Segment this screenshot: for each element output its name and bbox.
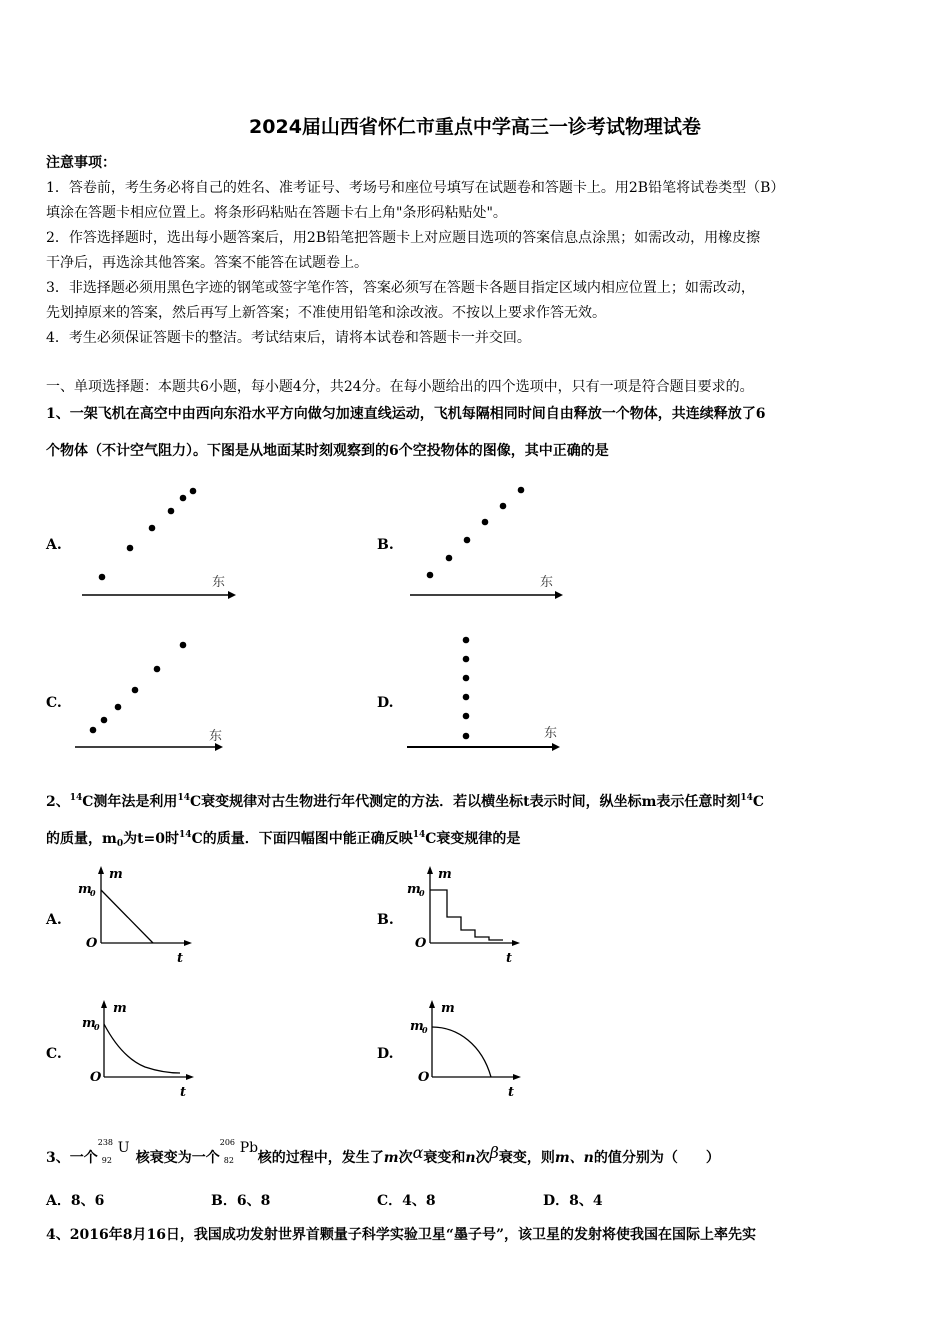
notice-line: 填涂在答题卡相应位置上。将条形码粘贴在答题卡右上角"条形码粘贴处"。 xyxy=(46,205,507,221)
q1-text: 1、一架飞机在高空中由西向东沿水平方向做匀加速直线运动，飞机每隔相同时间自由释放一个物体，共连续释放了6 xyxy=(46,406,766,422)
q2-graph-b xyxy=(407,866,520,966)
q2-option-d-label: D. xyxy=(377,1046,394,1062)
q2-graph-d xyxy=(410,1000,521,1100)
svg-text:O: O xyxy=(86,936,98,951)
page-title: 2024届山西省怀仁市重点中学高三一诊考试物理试卷 xyxy=(249,116,701,138)
notice-line: 先划掉原来的答案，然后再写上新答案；不准使用铅笔和涂改液。不按以上要求作答无效。 xyxy=(46,305,606,321)
svg-text:t: t xyxy=(177,951,184,966)
q2-text: 2、$^{14}$C测年法是利用$^{14}$C衰变规律对古生物进行年代测定的方法．若以横坐标t表示时间，纵坐标m表示任意时刻$^{14}$C xyxy=(46,793,765,810)
q3-choice-a: A．8、6 xyxy=(46,1193,105,1209)
decay-curve xyxy=(104,1024,180,1073)
decay-curve xyxy=(432,1027,491,1077)
q2-graph-a xyxy=(78,866,192,966)
svg-text:0: 0 xyxy=(422,1025,428,1035)
east-label: 东 xyxy=(212,575,226,590)
svg-text:t: t xyxy=(180,1085,187,1100)
east-label: 东 xyxy=(209,729,223,744)
decay-curve xyxy=(101,890,153,943)
q1-option-d-label: D. xyxy=(377,695,394,711)
q2-text: 的质量，$m_0$为t=0时$^{14}$C的质量．下面四幅图中能正确反映$^{14}$C衰变规律的是 xyxy=(46,830,521,849)
q3-text: 3、一个 238 92 U 核衰变为一个 206 82 Pb 核的过程中，发生了m次α衰变和n次β衰变，则m、n的值分别为（ ） xyxy=(46,1138,720,1166)
q4-text: 4、2016年8月16日，我国成功发射世界首颗量子科学实验卫星“墨子号”，该卫星的发射将使我国在国际上率先实 xyxy=(46,1227,757,1243)
lead-nuclide: 206 82 Pb xyxy=(219,1138,259,1165)
q1-option-a-label: A. xyxy=(46,537,62,553)
uranium-nuclide: 238 92 U xyxy=(97,1138,130,1165)
svg-text:O: O xyxy=(415,936,427,951)
svg-text:m: m xyxy=(407,882,421,897)
svg-text:O: O xyxy=(90,1070,102,1085)
svg-text:m: m xyxy=(82,1016,96,1031)
notice-line: 4．考生必须保证答题卡的整洁。考试结束后，请将本试卷和答题卡一并交回。 xyxy=(46,330,531,346)
q2-option-c-label: C. xyxy=(46,1046,62,1062)
notice-line: 1．答卷前，考生务必将自己的姓名、准考证号、考场号和座位号填写在试题卷和答题卡上。用2B铅笔将试卷类型（B） xyxy=(46,180,785,196)
notice-line: 3．非选择题必须用黑色字迹的钢笔或签字笔作答，答案必须写在答题卡各题目指定区域内相应位置上；如需改动， xyxy=(46,280,755,296)
svg-text:0: 0 xyxy=(90,888,96,898)
svg-text:m: m xyxy=(78,882,92,897)
decay-curve xyxy=(430,890,503,940)
notice-line: 2．作答选择题时，选出每小题答案后，用2B铅笔把答题卡上对应题目选项的答案信息点涂黑；如需改动，用橡皮擦 xyxy=(46,230,761,246)
svg-text:m: m xyxy=(109,867,123,882)
svg-text:O: O xyxy=(418,1070,430,1085)
q2-graph-c xyxy=(82,1000,194,1100)
q2-option-b-label: B. xyxy=(377,912,394,928)
svg-text:m: m xyxy=(113,1001,127,1016)
east-label: 东 xyxy=(540,575,554,590)
svg-text:m: m xyxy=(410,1019,424,1034)
q1-option-b-label: B. xyxy=(377,537,394,553)
svg-text:0: 0 xyxy=(419,888,425,898)
q3-choice-b: B．6、8 xyxy=(211,1193,271,1209)
svg-text:m: m xyxy=(441,1001,455,1016)
svg-text:m: m xyxy=(438,867,452,882)
svg-text:t: t xyxy=(508,1085,515,1100)
notice-heading: 注意事项： xyxy=(46,155,116,171)
svg-text:0: 0 xyxy=(94,1022,100,1032)
q1-text: 个物体（不计空气阻力）。下图是从地面某时刻观察到的6个空投物体的图像，其中正确的是 xyxy=(46,443,609,459)
q3-choice-d: D．8、4 xyxy=(543,1193,603,1209)
east-label: 东 xyxy=(544,726,558,741)
svg-text:t: t xyxy=(506,951,513,966)
notice-line: 干净后，再选涂其他答案。答案不能答在试题卷上。 xyxy=(46,255,368,271)
q1-option-c-label: C. xyxy=(46,695,62,711)
section-heading: 一、单项选择题：本题共6小题，每小题4分，共24分。在每小题给出的四个选项中，只有一项是符合题目要求的。 xyxy=(46,379,754,395)
q2-option-a-label: A. xyxy=(46,912,62,928)
q3-choice-c: C．4、8 xyxy=(377,1193,436,1209)
